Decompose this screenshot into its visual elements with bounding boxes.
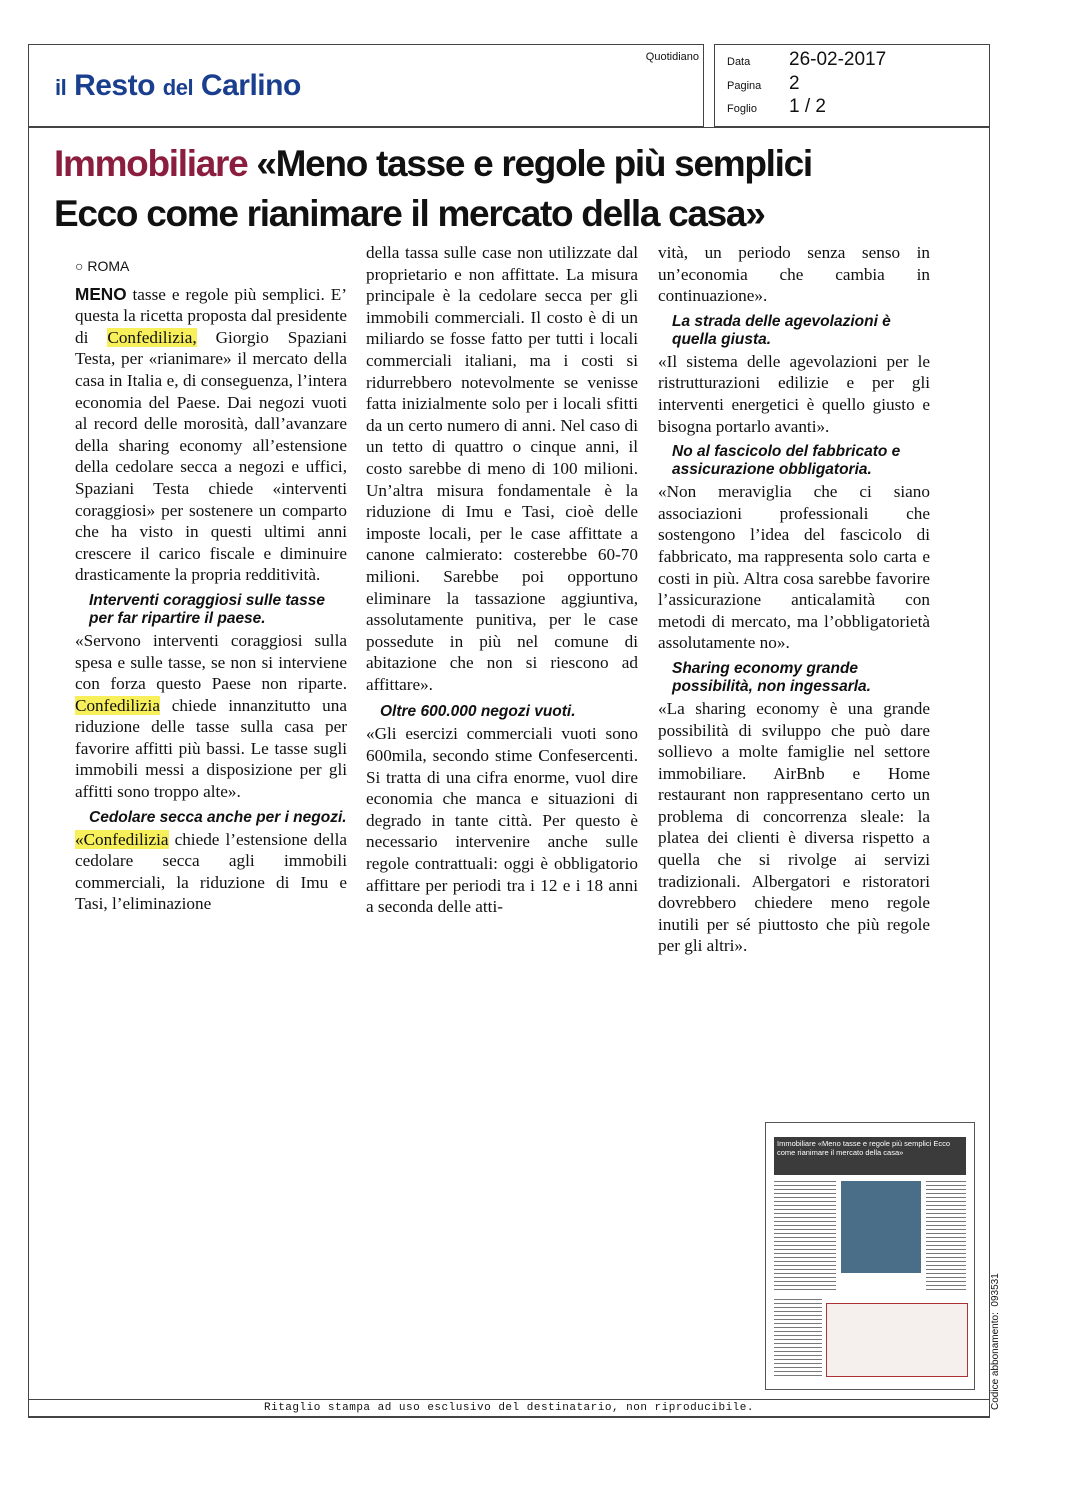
highlighted-term: Confedilizia — [75, 695, 160, 715]
meta-box — [714, 44, 990, 127]
meta-sheet: Foglio 1 / 2 — [727, 96, 826, 117]
thumbnail-text-block — [774, 1299, 822, 1379]
subheading: Interventi coraggiosi sulle tasse per far ripartire il paese. — [89, 591, 326, 627]
thumbnail-headline: Immobiliare «Meno tasse e regole più semplici Ecco come rianimare il mercato della casa» — [774, 1137, 966, 1175]
highlighted-term: «Confedilizia — [75, 829, 169, 849]
masthead-box — [28, 44, 704, 127]
thumbnail-text-block — [774, 1181, 836, 1293]
meta-date: Data 26-02-2017 — [727, 49, 887, 70]
dateline: ○ ROMA — [75, 258, 130, 274]
highlighted-term: Confedilizia, — [107, 327, 197, 347]
subheading: Oltre 600.000 negozi vuoti. — [380, 703, 576, 721]
paragraph: «Gli esercizi commerciali vuoti sono 600mila, secondo stime Confesercenti. Si tratta di una cifra enorme, vuol dire economia che manca e situazioni di degrado in tante città. Per questo è necessario intervenire anche sulle regole contrattuali: oggi è obbligatorio affittare per periodi tra i 12 e i 18 anni a seconda delle atti- — [366, 724, 638, 917]
publication-type: Quotidiano — [645, 51, 699, 63]
page-thumbnail — [765, 1122, 975, 1390]
meta-page: Pagina 2 — [727, 73, 800, 94]
paragraph: «Non meraviglia che ci siano associazioni professionali che sostengono l’idea del fascicolo di fabbricato, ma rappresenta solo carta e costi in più. Altra cosa sarebbe favorire l’assicurazione anticalamità con metodi di mercato, ma l’obbligatorietà assolutamente no». — [658, 482, 930, 653]
subheading: Cedolare secca anche per i negozi. — [89, 808, 347, 826]
footer-box — [28, 1399, 990, 1418]
headline-line-1: Immobiliare «Meno tasse e regole più semplici — [54, 143, 812, 184]
subscription-code: Codice abbonamento: 093531 — [990, 1273, 1001, 1410]
paragraph: «Confedilizia chiede l’estensione della cedolare secca agli immobili commerciali, la riduzione di Imu e Tasi, l’eliminazione — [75, 829, 347, 914]
subheading: No al fascicolo del fabbricato e assicurazione obbligatoria. — [672, 443, 901, 479]
footer-notice: Ritaglio stampa ad uso esclusivo del destinatario, non riproducibile. — [264, 1402, 754, 1414]
paragraph: vità, un periodo senza senso in un’economia che cambia in continuazione». — [658, 243, 930, 306]
article-column-3 — [658, 242, 930, 957]
thumbnail-text-block — [926, 1181, 966, 1293]
paragraph: «Servono interventi coraggiosi sulla spesa e sulle tasse, se non si interviene con forza questo Paese non riparte. Confedilizia chiede innanzitutto una riduzione delle tasse sulla casa per favorire affitti più bassi. Le tasse sugli immobili messi a disposizione per gli affitti sono troppo alte». — [75, 630, 347, 802]
subheading: Sharing economy grande possibilità, non ingessarla. — [672, 659, 871, 695]
newspaper-logo: il Resto del Carlino — [55, 69, 301, 102]
article-column-1 — [75, 256, 347, 915]
thumbnail-photo — [841, 1181, 921, 1273]
paragraph: «La sharing economy è una grande possibilità di sviluppo che può dare sollievo a molte famiglie nel settore immobiliare. AirBnb e Home restaurant non rappresentano certo un problema di concorrenza sleale: la platea dei clienti è diversa rispetto a quella che si rivolge ai servizi tradizionali. Albergatori e ristoratori dovrebbero chiedere meno regole inutili per sé piuttosto che più regole per gli altri». — [658, 698, 930, 956]
paragraph: MENO tasse e regole più semplici. E’ questa la ricetta proposta dal presidente di Confedilizia, Giorgio Spaziani Testa, per «rianimare» il mercato della casa in Italia e, di conseguenza, l’intera economia del Paese. Dai negozi vuoti al record delle morosità, dall’avanzare della sharing economy all’estensione della cedolare secca a negozi e uffici, Spaziani Testa chiede «interventi coraggiosi» per sostenere un comparto che ha visto in questi ultimi anni crescere il carico fiscale e diminuire drasticamente la propria redditività. — [75, 283, 347, 585]
thumbnail-advertisement — [826, 1303, 968, 1377]
paragraph: «Il sistema delle agevolazioni per le ristrutturazioni edilizie e per gli interventi energetici è quello giusto e bisogna portarlo avanti». — [658, 351, 930, 436]
paragraph: della tassa sulle case non utilizzate dal proprietario e non affittate. La misura principale è la cedolare secca per gli immobili commerciali. Il costo è di un miliardo se fosse fatto per tutti i locali commerciali italiani, ma i costi si ridurrebbero notevolmente se venisse fatta inizialmente solo per i locali sfitti da un certo numero di anni. Nel caso di un tetto di quattro o cinque anni, il costo sarebbe di meno di 100 milioni. Un’altra misura fondamentale è la riduzione di Imu e Tasi, cioè delle imposte locali, per le case affittate a canone calmierato: costerebbe 60-70 milioni. Sarebbe poi opportuno eliminare la tassazione aggiuntiva, assolutamente punitiva, per le case possedute in più nel comune di abitazione che non si riescono ad affittare». — [366, 243, 638, 694]
article-column-2 — [366, 242, 638, 918]
subheading: La strada delle agevolazioni è quella giusta. — [672, 312, 891, 348]
headline-line-2: Ecco come rianimare il mercato della casa» — [54, 193, 765, 234]
